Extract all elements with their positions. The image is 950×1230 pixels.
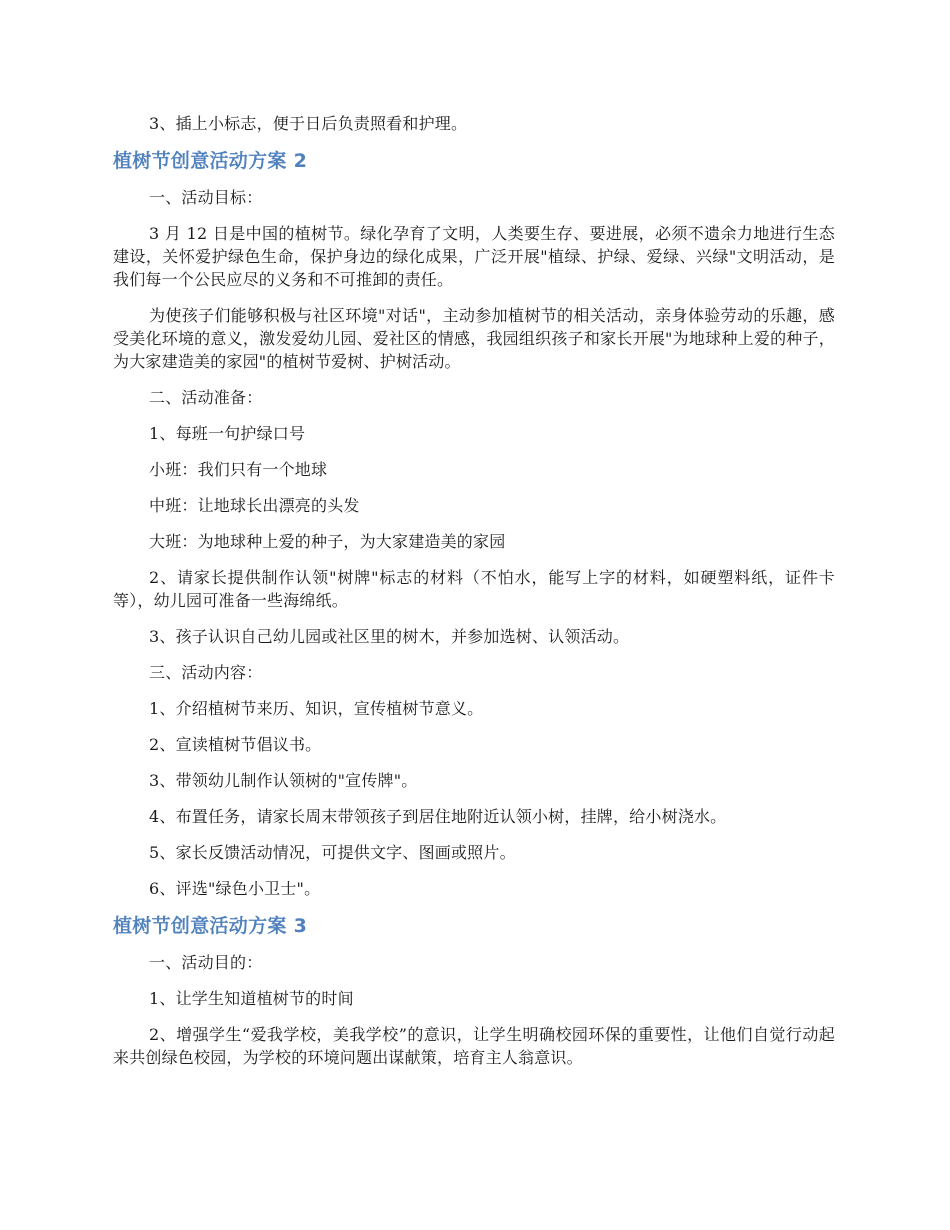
section-heading: 植树节创意活动方案 3: [113, 915, 308, 937]
paragraph: 3、带领幼儿制作认领树的"宣传牌"。: [149, 771, 418, 790]
paragraph: 为使孩子们能够积极与社区环境"对话"，主动参加植树节的相关活动，亲身体验劳动的乐趣，感受美化环境的意义，激发爱幼儿园、爱社区的情感，我园组织孩子和家长开展"为地球种上爱的种子，为大家建造美的家园"的植树节爱树、护树活动。: [113, 306, 835, 371]
paragraph: 2、请家长提供制作认领"树牌"标志的材料（不怕水，能写上字的材料，如硬塑料纸，证件卡等），幼儿园可准备一些海绵纸。: [113, 568, 835, 610]
paragraph: 2、宣读植树节倡议书。: [149, 735, 322, 754]
paragraph: 二、活动准备：: [149, 388, 263, 407]
paragraph: 5、家长反馈活动情况，可提供文字、图画或照片。: [149, 843, 516, 862]
paragraph: 1、每班一句护绿口号: [149, 424, 306, 443]
section-heading: 植树节创意活动方案 2: [113, 150, 308, 172]
paragraph: 一、活动目标：: [149, 188, 263, 207]
paragraph: 一、活动目的：: [149, 953, 263, 972]
paragraph: 6、评选"绿色小卫士"。: [149, 879, 321, 898]
paragraph: 4、布置任务，请家长周末带领孩子到居住地附近认领小树，挂牌，给小树浇水。: [149, 807, 727, 826]
document-body: [113, 112, 835, 1082]
paragraph: 中班：让地球长出漂亮的头发: [149, 496, 360, 515]
paragraph: 1、介绍植树节来历、知识，宣传植树节意义。: [149, 699, 484, 718]
paragraph: 3、插上小标志，便于日后负责照看和护理。: [149, 114, 468, 133]
paragraph: 2、增强学生“爱我学校，美我学校”的意识，让学生明确校园环保的重要性，让他们自觉行动起来共创绿色校园，为学校的环境问题出谋献策，培育主人翁意识。: [113, 1025, 835, 1067]
paragraph: 1、让学生知道植树节的时间: [149, 989, 354, 1008]
paragraph: 大班：为地球种上爱的种子，为大家建造美的家园: [149, 532, 506, 551]
paragraph: 小班：我们只有一个地球: [149, 460, 328, 479]
paragraph: 3 月 12 日是中国的植树节。绿化孕育了文明，人类要生存、要进展，必须不遗余力地进行生态建设，关怀爱护绿色生命，保护身边的绿化成果，广泛开展"植绿、护绿、爱绿、兴绿"文明活动，是我们每一个公民应尽的义务和不可推卸的责任。: [113, 224, 835, 289]
paragraph: 3、孩子认识自己幼儿园或社区里的树木，并参加选树、认领活动。: [149, 627, 630, 646]
paragraph: 三、活动内容：: [149, 663, 263, 682]
